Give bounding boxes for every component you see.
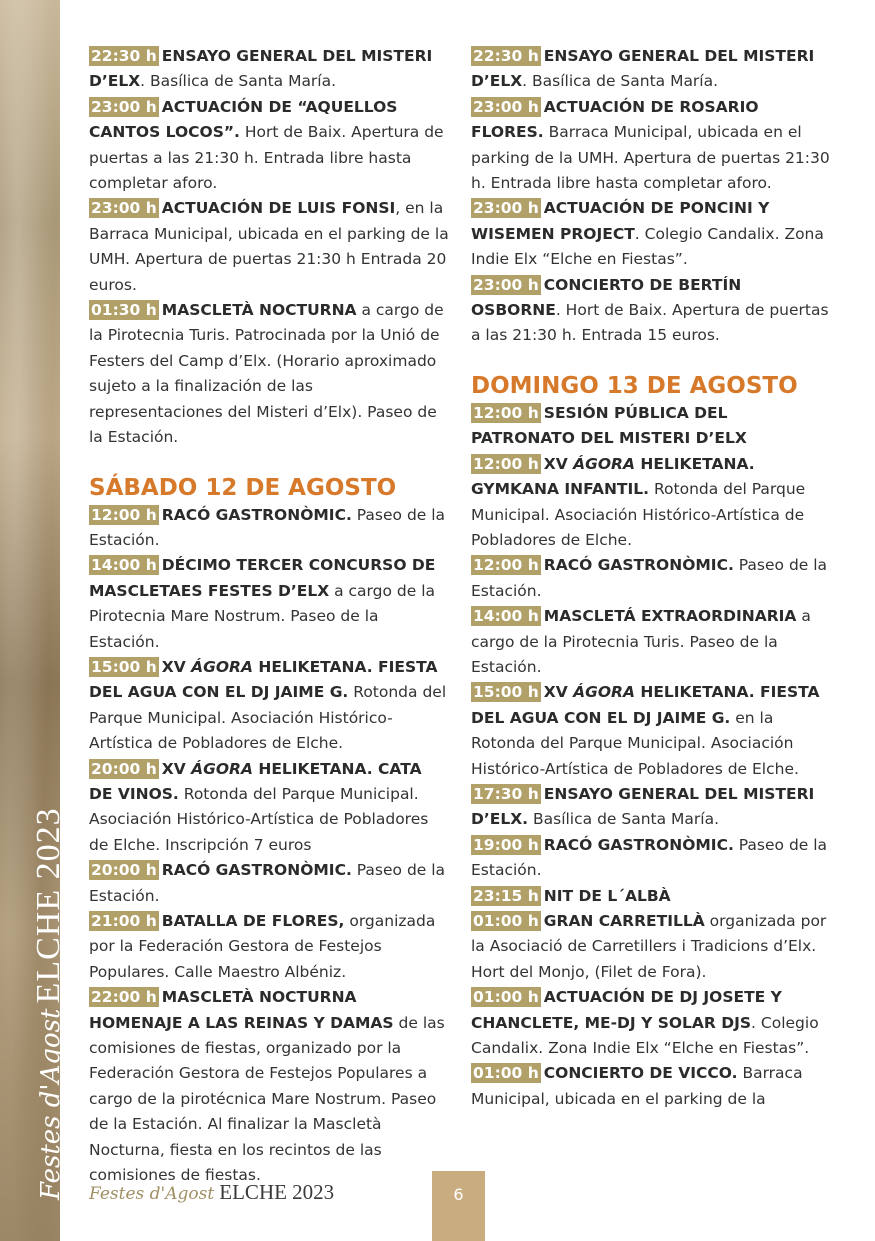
event-title (162, 861, 352, 879)
event-description: Paseo de la Estación. (89, 861, 446, 905)
schedule-entry (89, 985, 449, 1188)
event-title-text: ACTUACIÓN DE ROSARIO FLORES. (471, 97, 759, 142)
event-description: a cargo de la Pirotecnia Mare Nostrum. Paseo de la Estación. (89, 581, 436, 651)
event-time-badge: 23:00 h (91, 199, 157, 218)
event-title-text: HELIKETANA. GYMKANA INFANTIL. (471, 454, 755, 499)
event-title-text: BATALLA DE FLORES, (161, 912, 345, 930)
event-time-badge: 12:00 h (473, 556, 539, 575)
event-title-italic: ÁGORA (191, 759, 253, 778)
schedule-entry (89, 196, 449, 298)
event-description: Paseo de la Estación. (471, 835, 828, 880)
event-description: Rotonda del Parque Municipal. Asociación Histórico-Artística de Pobladores de Elche. Inscripción 7 euros (89, 784, 429, 854)
event-title-italic: ÁGORA (573, 683, 635, 702)
schedule-entry (471, 452, 831, 554)
event-title-text: RACÓ GASTRONÒMIC. (161, 861, 352, 880)
event-title-text: RACÓ GASTRONÒMIC. (543, 835, 734, 854)
event-title-text: DÉCIMO TERCER CONCURSO DE MASCLETAES FESTES D’ELX (89, 556, 436, 600)
saturday-heading: SÁBADO 12 DE AGOSTO (89, 474, 397, 501)
event-time-badge: 01:00 h (473, 988, 539, 1007)
event-title-text: MASCLETÀ NOCTURNA HOMENAJE A LAS REINAS Y DAMAS (89, 988, 394, 1032)
event-description: Barraca Municipal, ubicada en el parking de la UMH. Apertura de puertas 21:30 h. Entrada libre hasta completar aforo. (471, 123, 830, 193)
event-time-badge: 20:00 h (91, 759, 157, 778)
event-title-text: ENSAYO GENERAL DEL MISTERI D’ELX (89, 47, 433, 91)
event-title-text: HELIKETANA. FIESTA DEL AGUA CON EL DJ JAIME G. (471, 683, 820, 727)
event-time-badge: 15:00 h (473, 683, 539, 702)
schedule-entry (471, 44, 831, 95)
event-title (162, 301, 357, 319)
event-title-prefix: XV (161, 759, 192, 778)
side-band-script: Festes d'Agost (36, 1008, 66, 1200)
event-title-text: RACÓ GASTRONÒMIC. (543, 556, 734, 575)
schedule-entry (471, 782, 831, 833)
event-time-badge: 23:15 h (473, 886, 539, 905)
event-time-badge: 23:00 h (473, 97, 539, 116)
event-time-badge: 19:00 h (473, 835, 539, 854)
event-title-text: ENSAYO GENERAL DEL MISTERI D’ELX. (471, 784, 815, 829)
schedule-entry (471, 604, 831, 680)
schedule-entry (471, 909, 831, 985)
side-band-title (30, 807, 68, 1200)
event-title-text: MASCLETÀ NOCTURNA (161, 301, 357, 320)
schedule-entry (89, 503, 449, 554)
event-title-text: ACTUACIÓN DE DJ JOSETE Y CHANCLETE, ME-DJ Y SOLAR DJS (471, 988, 782, 1032)
event-title (162, 912, 345, 930)
event-time-badge: 12:00 h (473, 454, 539, 473)
event-title-text: CONCIERTO DE VICCO. (543, 1064, 738, 1083)
schedule-entry (89, 298, 449, 450)
event-description: organizada por la Federación Gestora de Festejos Populares. Calle Maestro Albéniz. (89, 912, 436, 981)
schedule-entry (89, 655, 449, 757)
schedule-entry (471, 196, 831, 272)
event-description: Paseo de la Estación. (471, 556, 828, 600)
event-time-badge: 21:00 h (91, 912, 157, 930)
event-time-badge: 22:30 h (91, 47, 157, 65)
event-title-text: ACTUACIÓN DE LUIS FONSI (161, 199, 396, 218)
event-time-badge: 01:30 h (91, 301, 157, 320)
event-description: . Colegio Candalix. Zona Indie Elx “Elche en Fiestas”. (471, 1013, 819, 1058)
left-column (89, 44, 449, 1188)
event-description: a cargo de la Pirotecnia Turis. Paseo de la Estación. (471, 607, 811, 676)
event-title-text: RACÓ GASTRONÒMIC. (161, 505, 352, 524)
event-time-badge: 15:00 h (91, 657, 157, 676)
sunday-entries (471, 401, 831, 1112)
section-spacer (89, 451, 449, 473)
event-title (544, 556, 734, 574)
schedule-entry (471, 884, 831, 909)
event-description: en la Rotonda del Parque Municipal. Asociación Histórico-Artística de Pobladores de Elche. (471, 708, 799, 778)
event-title-text: CONCIERTO DE BERTÍN OSBORNE (471, 275, 742, 320)
event-title-text: GRAN CARRETILLÀ (543, 912, 705, 930)
event-time-badge: 20:00 h (91, 861, 157, 880)
event-time-badge: 12:00 h (473, 403, 539, 422)
section-spacer (471, 349, 831, 371)
friday-entries (89, 44, 449, 451)
event-title-italic: ÁGORA (573, 454, 635, 473)
event-description: Basílica de Santa María. (528, 810, 720, 829)
event-title (544, 836, 734, 854)
event-title-text: HELIKETANA. FIESTA DEL AGUA CON EL DJ JAIME G. (89, 657, 438, 702)
page-number: 6 (432, 1171, 485, 1241)
event-time-badge: 12:00 h (91, 505, 157, 524)
event-title-italic: ÁGORA (191, 657, 253, 676)
event-time-badge: 22:00 h (91, 988, 157, 1007)
event-description: . Basílica de Santa María. (522, 72, 719, 91)
event-title (162, 506, 352, 524)
event-time-badge: 17:30 h (473, 784, 539, 803)
schedule-entry (89, 95, 449, 197)
event-title-text: ENSAYO GENERAL DEL MISTERI D’ELX (471, 47, 815, 91)
event-description: Hort de Baix. Apertura de puertas a las 21:30 h. Entrada libre hasta completar aforo. (89, 123, 444, 193)
event-description: a cargo de la Pirotecnia Turis. Patrocinada por la Unió de Festers del Camp d’Elx. (Horario aproximado sujeto a la finalización de las representaciones del Misteri d’Elx). Paseo de la Estación. (89, 301, 444, 447)
event-title-text: HELIKETANA. CATA DE VINOS. (89, 759, 422, 803)
schedule-entry (471, 1061, 831, 1112)
schedule-entry (89, 858, 449, 909)
event-time-badge: 14:00 h (473, 607, 539, 626)
schedule-entry (89, 553, 449, 655)
schedule-entry (471, 95, 831, 197)
event-title-prefix: XV (543, 454, 574, 473)
schedule-entry (471, 401, 831, 452)
event-description: de las comisiones de fiestas, organizado por la Federación Gestora de Festejos Populares a cargo de la pirotécnica Mare Nostrum. Paseo de la Estación. Al finalizar la Mascletà Nocturna, fiesta en los recintos de las comisiones de fiestas. (89, 1013, 445, 1185)
event-title-prefix: XV (543, 683, 574, 702)
saturday-entries-continued (471, 44, 831, 349)
event-title (544, 607, 797, 625)
event-title (544, 912, 705, 930)
event-description: . Basílica de Santa María. (140, 72, 337, 91)
schedule-entry (89, 757, 449, 859)
event-description: . Hort de Baix. Apertura de puertas a las 21:30 h. Entrada 15 euros. (471, 301, 829, 345)
event-time-badge: 23:00 h (91, 97, 157, 116)
schedule-entry (89, 909, 449, 985)
schedule-entry (471, 833, 831, 884)
event-description: Paseo de la Estación. (89, 505, 446, 549)
event-title-text: SESIÓN PÚBLICA DEL PATRONATO DEL MISTERI D’ELX (471, 403, 747, 448)
schedule-entry (89, 44, 449, 95)
event-title-text: ACTUACIÓN DE PONCINI Y WISEMEN PROJECT (471, 199, 770, 243)
footer-script: Festes d'Agost (89, 1184, 215, 1204)
footer-title: ELCHE 2023 (219, 1180, 335, 1204)
schedule-entry (471, 985, 831, 1061)
side-band-year-title: ELCHE 2023 (30, 807, 67, 1004)
footer-logo (89, 1180, 334, 1205)
event-time-badge: 23:00 h (473, 199, 539, 218)
event-title-text: NIT DE L´ALBÀ (543, 886, 671, 905)
event-title (162, 199, 396, 217)
schedule-entry (471, 680, 831, 782)
event-description: organizada por la Asociació de Carretillers i Tradicions d’Elx. Hort del Monjo, (Filet de Fora). (471, 912, 827, 981)
event-title-text: MASCLETÁ EXTRAORDINARIA (543, 607, 797, 626)
schedule-entry (471, 553, 831, 604)
event-description: Barraca Municipal, ubicada en el parking de la (471, 1064, 803, 1108)
event-title (544, 887, 671, 905)
saturday-entries (89, 503, 449, 1189)
event-description: , en la Barraca Municipal, ubicada en el parking de la UMH. Apertura de puertas 21:30 h Entrada 20 euros. (89, 199, 449, 294)
event-time-badge: 01:00 h (473, 912, 539, 930)
event-time-badge: 14:00 h (91, 556, 157, 575)
event-description: Rotonda del Parque Municipal. Asociación Histórico-Artística de Pobladores de Elche. (89, 683, 447, 753)
event-time-badge: 22:30 h (473, 47, 539, 65)
right-column (471, 44, 831, 1112)
event-description: . Colegio Candalix. Zona Indie Elx “Elche en Fiestas”. (471, 224, 824, 269)
event-description: Rotonda del Parque Municipal. Asociación Histórico-Artística de Pobladores de Elche. (471, 480, 806, 549)
event-title (544, 1064, 738, 1082)
event-title-prefix: XV (161, 657, 192, 676)
schedule-entry (471, 273, 831, 349)
event-time-badge: 01:00 h (473, 1064, 539, 1083)
sunday-heading: DOMINGO 13 DE AGOSTO (471, 372, 798, 399)
event-time-badge: 23:00 h (473, 275, 539, 294)
event-title-text: ACTUACIÓN DE “AQUELLOS CANTOS LOCOS”. (89, 97, 398, 142)
decorative-side-band (0, 0, 67, 1241)
